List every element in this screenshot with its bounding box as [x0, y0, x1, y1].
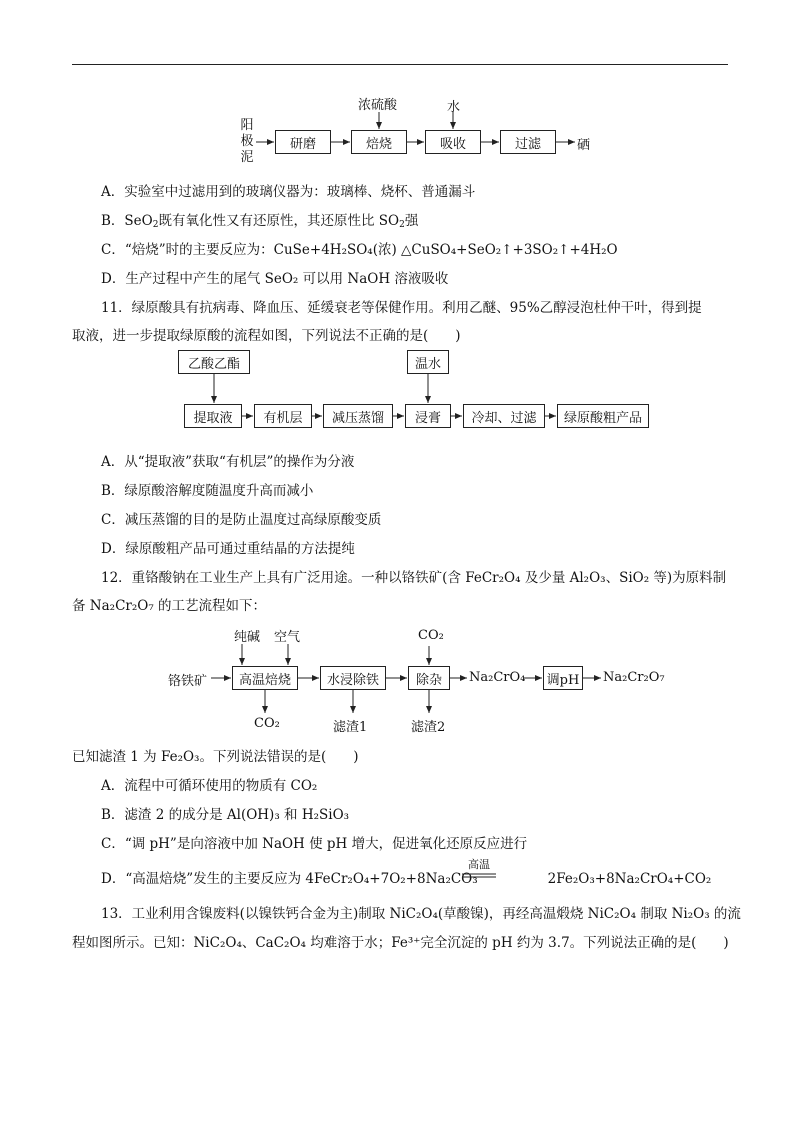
q12-option-d: D．“高温焙烧”发生的主要反应为 4FeCr₂O₄+7O₂+8Na₂CO₃ 2Fe₂O₃+8Na₂CrO₄+CO₂: [101, 871, 712, 887]
q12-stem-line1: 12．重铬酸钠在工业生产上具有广泛用途。一种以铬铁矿(含 FeCr₂O₄ 及少量 Al₂O₃、SiO₂ 等)为原料制: [101, 570, 727, 586]
source-label-3: 泥: [240, 150, 254, 165]
output-co2: CO₂: [254, 716, 280, 731]
q11-stem-line2: 取液，进一步提取绿原酸的流程如图，下列说法不正确的是( ): [72, 328, 461, 344]
box-impurity-removal: 除杂: [408, 666, 450, 690]
q11-stem-line1: 11．绿原酸具有抗病毒、降血压、延缓衰老等保健作用。利用乙醚、95%乙醇浸泡杜仲干叶，得到提: [101, 300, 702, 316]
q10-option-b: B．SeO$_2$既有氧化性又有还原性，其还原性比 $SO_2$强: [101, 213, 419, 230]
q12-option-c: C．“调 pH”是向溶液中加 NaOH 使 pH 增大，促进氧化还原反应进行: [101, 836, 528, 852]
q11-option-a: A．从“提取液”获取“有机层”的操作为分液: [101, 454, 355, 470]
source-chromite: 铬铁矿: [168, 674, 208, 689]
reaction-condition-high-temp: 高温: [468, 858, 490, 871]
box-absorb: 吸收: [425, 130, 481, 154]
q11-option-c: C．减压蒸馏的目的是防止温度过高绿原酸变质: [101, 512, 382, 528]
box-roasting: 焙烧: [351, 130, 407, 154]
box-organic-layer: 有机层: [254, 404, 312, 428]
output-residue-2: 滤渣2: [411, 720, 446, 735]
input-water: 水: [447, 100, 461, 115]
output-residue-1: 滤渣1: [333, 720, 368, 735]
input-air: 空气: [274, 630, 301, 645]
source-label-2: 极: [240, 134, 254, 149]
q10-option-a: A．实验室中过滤用到的玻璃仪器为：玻璃棒、烧杯、普通漏斗: [101, 184, 476, 200]
q10-option-d: D．生产过程中产生的尾气 SeO₂ 可以用 NaOH 溶液吸收: [101, 271, 449, 287]
box-vacuum-distill: 减压蒸馏: [323, 404, 393, 428]
box-extract: 提取液: [184, 404, 242, 428]
product-selenium: 硒: [577, 138, 591, 153]
q12-known: 已知滤渣 1 为 Fe₂O₃。下列说法错误的是( ): [72, 749, 359, 765]
q13-stem-line2: 程如图所示。已知：NiC₂O₄、CaC₂O₄ 均难溶于水；Fe³⁺完全沉淀的 pH 约为 3.7。下列说法正确的是( ): [72, 935, 729, 951]
q10-option-c: C．“焙烧”时的主要反应为：CuSe+4H₂SO₄(浓) △CuSO₄+SeO₂↑+3SO₂↑+4H₂O: [101, 242, 618, 258]
header-rule: [72, 64, 728, 65]
box-crude-product: 绿原酸粗产品: [557, 404, 649, 428]
source-label-1: 阳: [240, 118, 254, 133]
product-na2cr2o7: Na₂Cr₂O₇: [603, 670, 665, 685]
box-cool-filter: 冷却、过滤: [463, 404, 545, 428]
box-adjust-ph: 调pH: [543, 666, 583, 690]
q13-stem-line1: 13．工业利用含镍废料(以镍铁钙合金为主)制取 NiC₂O₄(草酸镍)，再经高温煅烧 NiC₂O₄ 制取 Ni₂O₃ 的流: [101, 906, 741, 922]
q12-option-b: B．滤渣 2 的成分是 Al(OH)₃ 和 H₂SiO₃: [101, 807, 350, 823]
input-conc-sulfuric: 浓硫酸: [358, 98, 398, 113]
box-filter: 过滤: [500, 130, 556, 154]
q12-stem-line2: 备 Na₂Cr₂O₇ 的工艺流程如下：: [72, 598, 267, 614]
mid-product-na2cro4: Na₂CrO₄: [469, 670, 526, 685]
q11-option-b: B．绿原酸溶解度随温度升高而减小: [101, 483, 314, 499]
box-warm-water: 温水: [407, 350, 449, 374]
q11-option-d: D．绿原酸粗产品可通过重结晶的方法提纯: [101, 541, 355, 557]
box-water-leach: 水浸除铁: [320, 666, 386, 690]
input-co2: CO₂: [418, 628, 444, 643]
box-grinding: 研磨: [275, 130, 331, 154]
q12-option-a: A．流程中可循环使用的物质有 CO₂: [101, 778, 318, 794]
box-extractum: 浸膏: [405, 404, 451, 428]
box-high-temp-roast: 高温焙烧: [232, 666, 298, 690]
box-ethyl-acetate: 乙酸乙酯: [178, 350, 250, 374]
input-soda-ash: 纯碱: [234, 630, 261, 645]
